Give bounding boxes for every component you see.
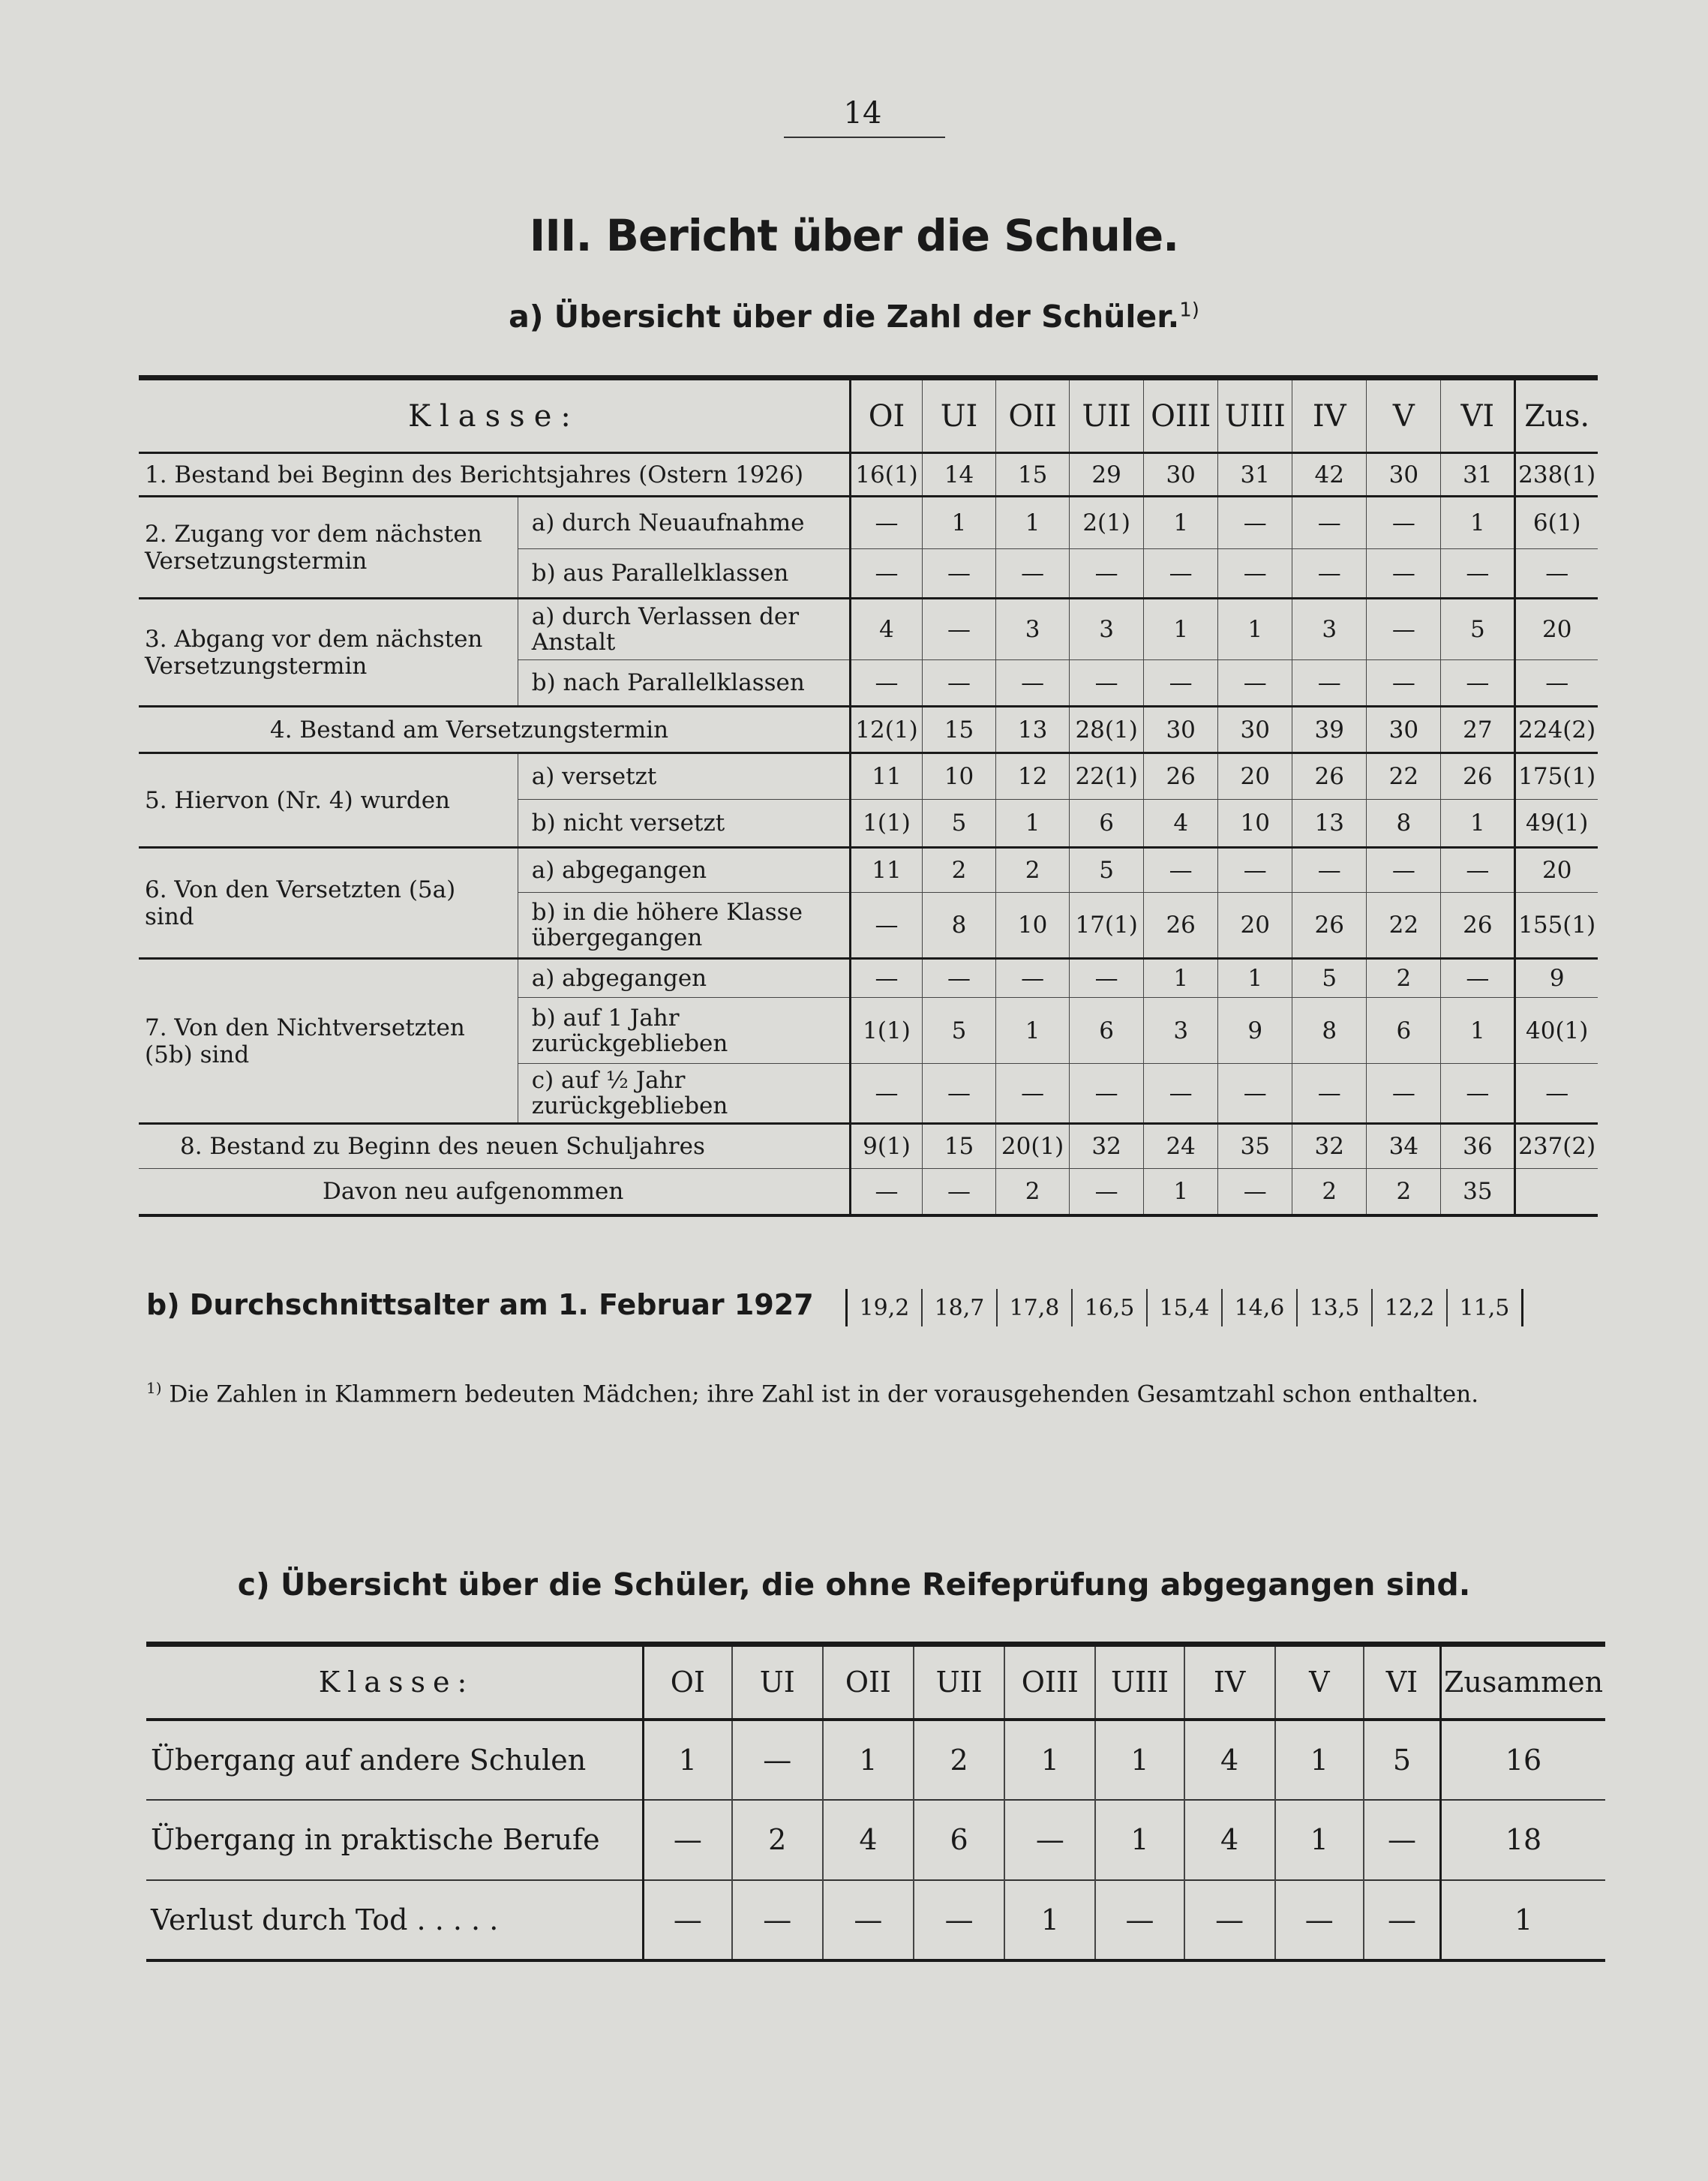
value-cell: 9(1) [850,1124,922,1169]
value-cell: 20 [1515,848,1598,893]
value-cell: — [996,549,1070,599]
average-age-value: 18,7 [922,1289,997,1326]
column-header: UIII [1218,378,1292,453]
value-cell: — [1515,660,1598,707]
column-header: OII [823,1645,914,1720]
value-cell: — [644,1800,732,1880]
column-header: OIII [1144,378,1218,453]
value-cell: 22 [1367,893,1441,959]
value-cell: — [923,549,996,599]
table-row [139,1169,1598,1215]
value-cell: 224(2) [1515,707,1598,753]
footnote-text: Die Zahlen in Klammern bedeuten Mädchen; ihre Zahl ist in der vorausgehenden Gesamtzahl schon enthalten. [169,1380,1479,1408]
value-cell: 2 [996,1169,1070,1215]
table-row [139,453,1598,497]
sub-row-label: a) durch Verlassen der Anstalt [518,599,850,660]
value-cell: 17(1) [1070,893,1144,959]
value-cell: 3 [1144,998,1218,1064]
value-cell: 30 [1367,453,1441,497]
value-cell: — [1095,1880,1184,1960]
value-cell: — [1070,959,1144,998]
value-cell: — [1004,1800,1095,1880]
value-cell: 2 [732,1800,823,1880]
value-cell: — [1184,1880,1275,1960]
column-header: OI [644,1645,732,1720]
value-cell: 2(1) [1070,497,1144,549]
sub-row-label: b) in die höhere Klasse übergegangen [518,893,850,959]
value-cell: — [1218,1169,1292,1215]
footnote [146,1367,1598,1415]
average-age-value: 11,5 [1447,1289,1523,1326]
table-row [146,1645,1605,1720]
value-cell: 1(1) [850,800,922,848]
value-cell: 8 [923,893,996,959]
value-cell: 4 [1184,1800,1275,1880]
sub-row-label: b) auf 1 Jahr zurückgeblieben [518,998,850,1064]
average-age-value: 13,5 [1297,1289,1372,1326]
average-age-row [847,1289,1532,1326]
value-cell: 26 [1144,753,1218,800]
value-cell: 11 [850,753,922,800]
value-cell: 20 [1218,753,1292,800]
value-cell: — [1292,497,1367,549]
sub-row-label: a) abgegangen [518,959,850,998]
value-cell: 1 [996,497,1070,549]
value-cell: 16 [1441,1720,1605,1800]
table-row [139,378,1598,453]
value-cell: — [1218,660,1292,707]
row-label: 4. Bestand am Versetzungstermin [139,707,850,753]
column-header: Zus. [1515,378,1598,453]
row-label: Davon neu aufgenommen [139,1169,850,1215]
value-cell: 8 [1292,998,1367,1064]
value-cell: 18 [1441,1800,1605,1880]
value-cell: 15 [923,1124,996,1169]
value-cell: — [1515,549,1598,599]
value-cell: 5 [923,800,996,848]
value-cell: — [1144,1064,1218,1124]
value-cell: 4 [1144,800,1218,848]
value-cell: 30 [1144,453,1218,497]
value-cell: — [850,1064,922,1124]
value-cell: — [914,1880,1004,1960]
value-cell: 1 [1144,497,1218,549]
sub-row-label: c) auf ½ Jahr zurückgeblieben [518,1064,850,1124]
value-cell: 5 [1441,599,1515,660]
value-cell: 1 [1095,1800,1184,1880]
value-cell: 8 [1367,800,1441,848]
section-a-footnote-mark: 1) [1179,299,1199,322]
value-cell: 1 [996,800,1070,848]
value-cell: 26 [1441,893,1515,959]
column-header: V [1367,378,1441,453]
page-number-rule [784,137,945,138]
average-age-value: 17,8 [997,1289,1072,1326]
table-row [139,707,1598,753]
value-cell: — [996,1064,1070,1124]
column-header: IV [1292,378,1367,453]
value-cell: — [1441,848,1515,893]
value-cell: 6 [914,1800,1004,1880]
value-cell: 16(1) [850,453,922,497]
value-cell: 2 [996,848,1070,893]
value-cell: 155(1) [1515,893,1598,959]
value-cell: 26 [1292,753,1367,800]
row-label: Übergang auf andere Schulen [146,1720,644,1800]
value-cell: 1 [1095,1720,1184,1800]
value-cell: 6(1) [1515,497,1598,549]
value-cell: 2 [923,848,996,893]
value-cell: 6 [1070,998,1144,1064]
value-cell: 10 [1218,800,1292,848]
value-cell: 11 [850,848,922,893]
column-header: VI [1441,378,1515,453]
value-cell: 3 [1070,599,1144,660]
page-number: 14 [843,96,882,131]
value-cell: — [1144,549,1218,599]
value-cell: 12 [996,753,1070,800]
value-cell: — [996,959,1070,998]
section-c-heading: c) Übersicht über die Schüler, die ohne Reifeprüfung abgegangen sind. [237,1567,1471,1603]
value-cell: 20(1) [996,1124,1070,1169]
value-cell: — [850,660,922,707]
value-cell: — [1364,1800,1441,1880]
value-cell: 31 [1441,453,1515,497]
value-cell: 3 [996,599,1070,660]
value-cell: — [1441,959,1515,998]
value-cell: 40(1) [1515,998,1598,1064]
value-cell: — [1070,660,1144,707]
value-cell: 26 [1441,753,1515,800]
value-cell: 5 [923,998,996,1064]
table-row [139,959,1598,998]
average-age-value: 16,5 [1072,1289,1147,1326]
average-age-value: 19,2 [847,1289,923,1326]
column-header: Zusammen [1441,1645,1605,1720]
value-cell: — [1218,1064,1292,1124]
value-cell: — [1367,848,1441,893]
column-header: UII [914,1645,1004,1720]
value-cell: 20 [1515,599,1598,660]
value-cell: 12(1) [850,707,922,753]
value-cell: — [1367,599,1441,660]
value-cell: 3 [1292,599,1367,660]
average-age-value: 12,2 [1372,1289,1447,1326]
sub-row-label: b) nach Parallelklassen [518,660,850,707]
value-cell: — [1218,497,1292,549]
value-cell: — [1441,660,1515,707]
value-cell: 6 [1367,998,1441,1064]
value-cell: — [1218,549,1292,599]
value-cell: — [1070,1064,1144,1124]
column-header: UI [732,1645,823,1720]
value-cell: 6 [1070,800,1144,848]
value-cell: 36 [1441,1124,1515,1169]
column-header: OIII [1004,1645,1095,1720]
value-cell: 27 [1441,707,1515,753]
value-cell: 13 [1292,800,1367,848]
value-cell: — [1441,1064,1515,1124]
value-cell: 22 [1367,753,1441,800]
value-cell: — [1367,549,1441,599]
value-cell: — [923,1064,996,1124]
section-a-heading-text: a) Übersicht über die Zahl der Schüler. [509,299,1180,335]
value-cell: — [850,1169,922,1215]
value-cell: — [1364,1880,1441,1960]
table-row [139,497,1598,549]
value-cell: 31 [1218,453,1292,497]
sub-row-label: a) abgegangen [518,848,850,893]
column-header: OI [850,378,922,453]
value-cell: 20 [1218,893,1292,959]
value-cell: 238(1) [1515,453,1598,497]
student-count-table [139,375,1598,1217]
value-cell: 4 [1184,1720,1275,1800]
row-label: Verlust durch Tod . . . . . [146,1880,644,1960]
value-cell: 5 [1364,1720,1441,1800]
klasse-label: Klasse: [139,378,850,453]
value-cell: — [1292,848,1367,893]
section-a-heading [0,299,1708,335]
row-label: 7. Von den Nichtversetzten (5b) sind [139,959,518,1124]
value-cell: 22(1) [1070,753,1144,800]
table-row [139,1124,1598,1169]
value-cell: — [1441,549,1515,599]
value-cell: 29 [1070,453,1144,497]
value-cell: 1 [1004,1880,1095,1960]
value-cell: 1(1) [850,998,922,1064]
value-cell: — [1367,660,1441,707]
column-header: V [1275,1645,1364,1720]
value-cell: 24 [1144,1124,1218,1169]
average-age-value: 14,6 [1222,1289,1297,1326]
value-cell: 42 [1292,453,1367,497]
value-cell: 32 [1070,1124,1144,1169]
value-cell: — [823,1880,914,1960]
value-cell: 1 [1218,599,1292,660]
value-cell: — [1275,1880,1364,1960]
value-cell: 30 [1144,707,1218,753]
value-cell: 1 [1441,998,1515,1064]
table-row [139,599,1598,660]
value-cell: 1 [1275,1720,1364,1800]
column-header: UIII [1095,1645,1184,1720]
value-cell: 10 [996,893,1070,959]
value-cell: — [1292,1064,1367,1124]
row-label: 2. Zugang vor dem nächsten Versetzungstermin [139,497,518,599]
value-cell: 10 [923,753,996,800]
value-cell: — [850,549,922,599]
sub-row-label: b) nicht versetzt [518,800,850,848]
row-label: 3. Abgang vor dem nächsten Versetzungstermin [139,599,518,707]
sub-row-label: a) durch Neuaufnahme [518,497,850,549]
value-cell [1515,1169,1598,1215]
value-cell: 39 [1292,707,1367,753]
value-cell: — [732,1880,823,1960]
table-row [146,1800,1605,1880]
value-cell: — [1292,660,1367,707]
table-row [139,753,1598,800]
sub-row-label: a) versetzt [518,753,850,800]
value-cell: 2 [1367,959,1441,998]
value-cell: 5 [1292,959,1367,998]
column-header: OII [996,378,1070,453]
footnote-mark: 1) [146,1379,162,1397]
value-cell: 1 [1441,497,1515,549]
value-cell: — [923,599,996,660]
value-cell: 13 [996,707,1070,753]
value-cell: 34 [1367,1124,1441,1169]
value-cell: — [850,497,922,549]
value-cell: 30 [1367,707,1441,753]
row-label: 1. Bestand bei Beginn des Berichtsjahres (Ostern 1926) [139,453,850,497]
column-header: IV [1184,1645,1275,1720]
value-cell: 1 [1144,599,1218,660]
value-cell: — [923,1169,996,1215]
value-cell: — [644,1880,732,1960]
value-cell: — [1070,1169,1144,1215]
value-cell: 2 [914,1720,1004,1800]
value-cell: 26 [1144,893,1218,959]
value-cell: 1 [923,497,996,549]
table-row [146,1880,1605,1960]
value-cell: — [1367,1064,1441,1124]
value-cell: — [923,959,996,998]
value-cell: — [1144,660,1218,707]
column-header: VI [1364,1645,1441,1720]
value-cell: 49(1) [1515,800,1598,848]
row-label: 8. Bestand zu Beginn des neuen Schuljahres [139,1124,850,1169]
value-cell: 15 [996,453,1070,497]
value-cell: — [1367,497,1441,549]
average-age-table [845,1289,1531,1326]
value-cell: 9 [1515,959,1598,998]
value-cell: 1 [1441,1880,1605,1960]
value-cell: 30 [1218,707,1292,753]
row-label: 6. Von den Versetzten (5a) sind [139,848,518,959]
value-cell: — [1515,1064,1598,1124]
value-cell: — [923,660,996,707]
column-header: UII [1070,378,1144,453]
value-cell: 175(1) [1515,753,1598,800]
sub-row-label: b) aus Parallelklassen [518,549,850,599]
value-cell: 1 [1144,959,1218,998]
value-cell: — [732,1720,823,1800]
value-cell: 2 [1292,1169,1367,1215]
value-cell: 32 [1292,1124,1367,1169]
column-header: UI [923,378,996,453]
table-row [146,1720,1605,1800]
value-cell: 35 [1218,1124,1292,1169]
value-cell: 2 [1367,1169,1441,1215]
table-row [139,848,1598,893]
value-cell: 1 [1004,1720,1095,1800]
section-title: III. Bericht über die Schule. [529,210,1179,261]
value-cell: — [1292,549,1367,599]
row-label: 5. Hiervon (Nr. 4) wurden [139,753,518,848]
value-cell: 35 [1441,1169,1515,1215]
departures-table [146,1642,1605,1962]
value-cell: — [1218,848,1292,893]
value-cell: 1 [996,998,1070,1064]
value-cell: 1 [1218,959,1292,998]
value-cell: 26 [1292,893,1367,959]
value-cell: 237(2) [1515,1124,1598,1169]
value-cell: 1 [1275,1800,1364,1880]
row-label: Übergang in praktische Berufe [146,1800,644,1880]
value-cell: — [850,893,922,959]
average-age-end-rule [1523,1289,1532,1326]
value-cell: 1 [1441,800,1515,848]
value-cell: 1 [644,1720,732,1800]
value-cell: — [996,660,1070,707]
value-cell: — [1070,549,1144,599]
value-cell: 9 [1218,998,1292,1064]
value-cell: 1 [823,1720,914,1800]
value-cell: 4 [850,599,922,660]
value-cell: — [1144,848,1218,893]
klasse-label: Klasse: [146,1645,644,1720]
value-cell: 5 [1070,848,1144,893]
value-cell: 1 [1144,1169,1218,1215]
value-cell: — [850,959,922,998]
average-age-label: b) Durchschnittsalter am 1. Februar 1927 [146,1288,814,1321]
value-cell: 4 [823,1800,914,1880]
value-cell: 14 [923,453,996,497]
value-cell: 28(1) [1070,707,1144,753]
value-cell: 15 [923,707,996,753]
average-age-value: 15,4 [1147,1289,1222,1326]
